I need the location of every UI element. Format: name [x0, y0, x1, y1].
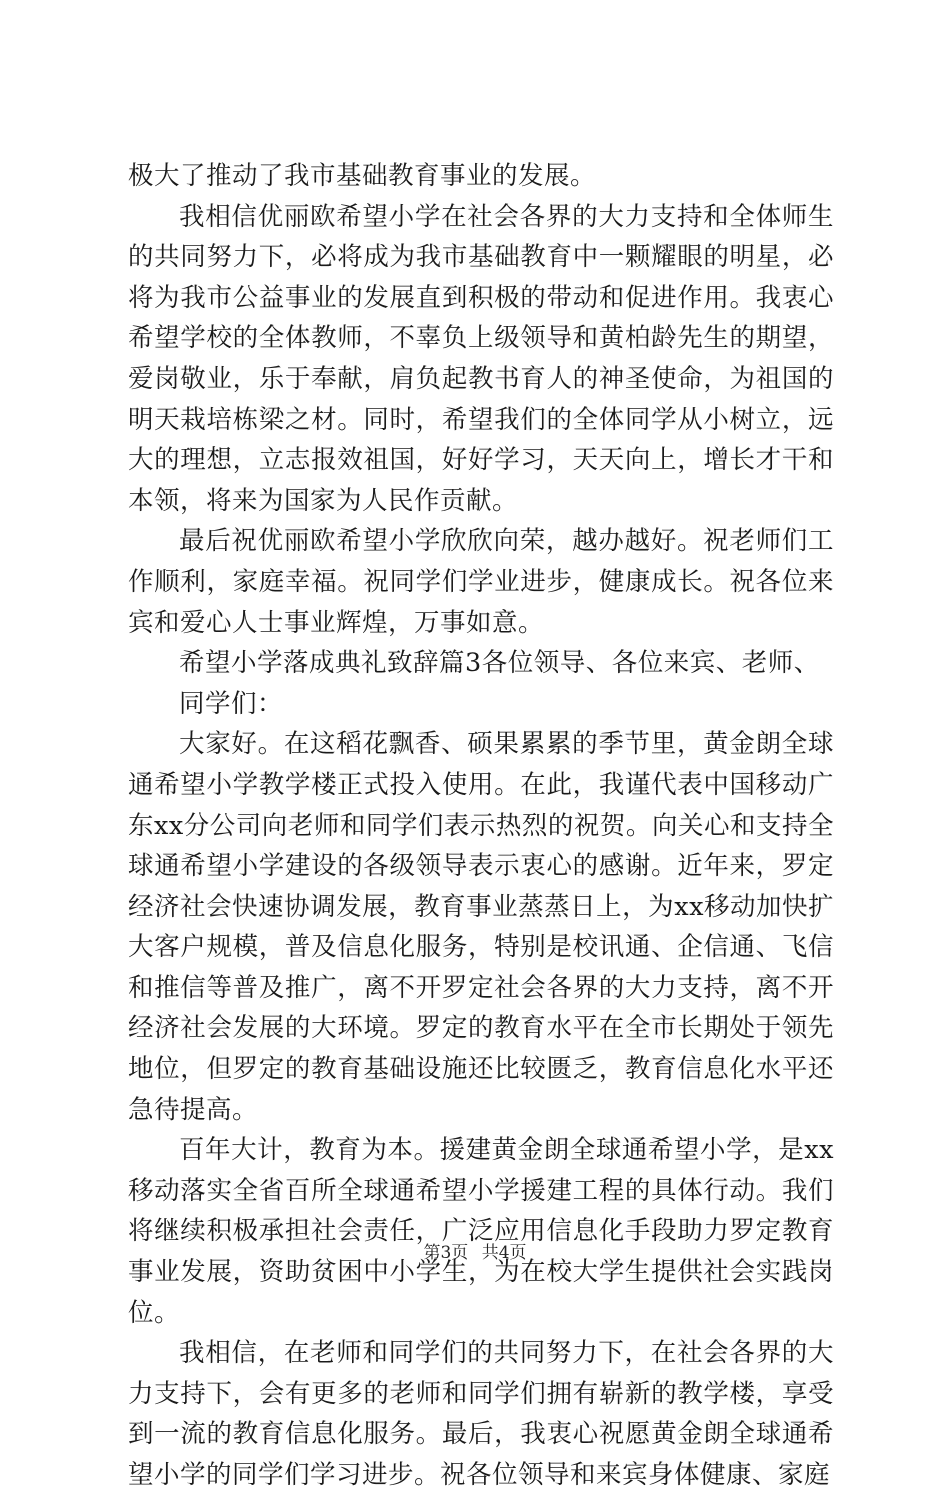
- section-heading-line-2: 同学们：: [179, 688, 284, 719]
- paragraph-6: 我相信，在老师和同学们的共同努力下，在社会各界的大力支持下，会有更多的老师和同学们拥有崭新的教学楼，享受到一流的教育信息化服务。最后，我衷心祝愿黄金朗全球通希望小学的同学们学习进步。祝各位领导和来宾身体健康、家庭: [128, 1338, 834, 1490]
- paragraph-5: 百年大计，教育为本。援建黄金朗全球通希望小学，是xx移动落实全省百所全球通希望小学援建工程的具体行动。我们将继续积极承担社会责任，广泛应用信息化手段助力罗定教育事业发展，资助贫困中小学生，为在校大学生提供社会实践岗位。: [128, 1135, 834, 1328]
- paragraph-3: 最后祝优丽欧希望小学欣欣向荣，越办越好。祝老师们工作顺利，家庭幸福。祝同学们学业进步，健康成长。祝各位来宾和爱心人士事业辉煌，万事如意。: [128, 526, 834, 638]
- page-number: 第3页: [423, 1243, 469, 1263]
- paragraph-2: 我相信优丽欧希望小学在社会各界的大力支持和全体师生的共同努力下，必将成为我市基础教育中一颗耀眼的明星，必将为我市公益事业的发展直到积极的带动和促进作用。我衷心希望学校的全体教师，不辜负上级领导和黄柏龄先生的期望，爱岗敬业，乐于奉献，肩负起教书育人的神圣使命，为祖国的明天栽培栋梁之材。同时，希望我们的全体同学从小树立，远大的理想，立志报效祖国，好好学习，天天向上，增长才干和本领，将来为国家为人民作贡献。: [128, 201, 834, 516]
- section-heading-line-1: 希望小学落成典礼致辞篇3各位领导、各位来宾、老师、: [179, 648, 820, 679]
- page-footer: [0, 1238, 950, 1263]
- paragraph-4: 大家好。在这稻花飘香、硕果累累的季节里，黄金朗全球通希望小学教学楼正式投入使用。在此，我谨代表中国移动广东xx分公司向老师和同学们表示热烈的祝贺。向关心和支持全球通希望小学建设的各级领导表示衷心的感谢。近年来，罗定经济社会快速协调发展，教育事业蒸蒸日上，为xx移动加快扩大客户规模，普及信息化服务，特别是校讯通、企信通、飞信和推信等普及推广，离不开罗定社会各界的大力支持，离不开经济社会发展的大环境。罗定的教育水平在全市长期处于领先地位，但罗定的教育基础设施还比较匮乏，教育信息化水平还急待提高。: [128, 729, 834, 1125]
- page-total: 共4页: [481, 1243, 527, 1263]
- document-body: [128, 156, 834, 1496]
- paragraph-1: 极大了推动了我市基础教育事业的发展。: [128, 161, 597, 191]
